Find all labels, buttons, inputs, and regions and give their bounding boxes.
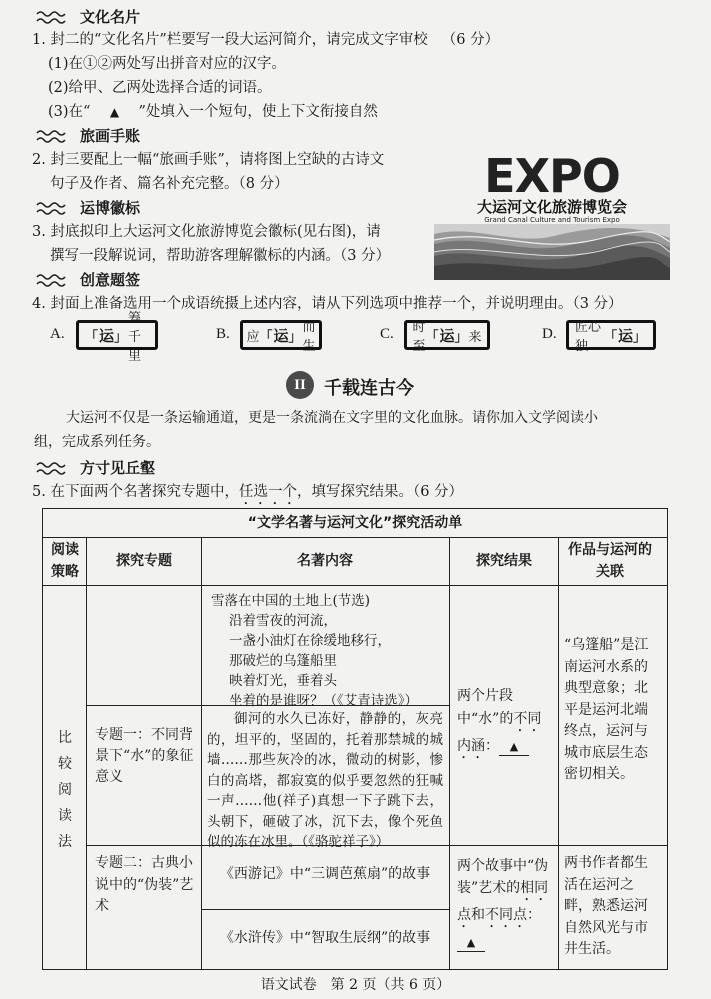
wave-icon <box>36 10 66 24</box>
option-text: 筹千里 <box>128 310 142 364</box>
canal-wave-graphic <box>434 224 670 280</box>
poem-line: 映着灯光，垂着头 <box>229 673 337 689</box>
part-intro-line-1: 大运河不仅是一条运输通道，更是一条流淌在文字里的文化血脉。请你加入文学阅读小 <box>66 410 598 426</box>
option-text: 时至 <box>412 320 426 354</box>
option-c-label: C. <box>380 326 394 342</box>
wave-icon <box>36 129 66 143</box>
option-text: 匠心独 <box>575 320 602 354</box>
part-title: 千载连古今 <box>324 378 414 399</box>
expo-logo-chinese: 大运河文化旅游博览会 <box>476 198 627 216</box>
question-1-sub-3 <box>48 102 378 122</box>
poem-title: 雪落在中国的土地上(节选) <box>211 593 371 609</box>
poem-line: 一盏小油灯在徐缓地移行， <box>229 633 391 649</box>
question-2-line-2: 句子及作者、篇名补充完整。（8 分） <box>50 176 289 192</box>
section-title: 文化名片 <box>80 8 141 26</box>
option-d-label: D. <box>542 326 557 342</box>
answer-blank: ▲ <box>499 739 529 756</box>
q5-post: ，填写探究结果。（6 分） <box>296 484 464 500</box>
option-text: 来 <box>468 329 482 345</box>
question-1-sub-2: (2)给甲、乙两处选择合适的词语。 <box>48 80 272 96</box>
expo-logo-word: EXPO <box>484 152 620 203</box>
wave-icon <box>36 201 66 215</box>
section-header-culture-card <box>36 6 140 27</box>
result-2-text: 两个故事中“伪装”艺术的 <box>457 858 549 896</box>
result-1-emphasis: 不同内涵 <box>457 711 542 754</box>
question-3-line-2: 撰写一段解说词，帮助游客理解徽标的内涵。（3 分） <box>50 248 391 264</box>
poem-excerpt <box>211 591 447 711</box>
option-text: 而生 <box>302 320 316 354</box>
poem-line: 坐着的是谁呀？（《艾青诗选》） <box>229 693 418 709</box>
option-a-label: A. <box>50 326 65 342</box>
strategy-value: 比较阅读法 <box>58 730 72 850</box>
result-2-emphasis: 不同点 <box>485 907 527 923</box>
page-footer: 语文试卷 第 2 页（共 6 页） <box>260 977 451 993</box>
answer-blank: ▲ <box>109 105 120 119</box>
option-b-stamp: 应 「 运 」 而生 <box>240 320 322 350</box>
option-d-stamp: 匠心独 「 运 」 <box>566 320 656 350</box>
result-2-colon: ： <box>527 907 541 923</box>
result-2 <box>457 855 553 953</box>
expo-logo-english: Grand Canal Culture and Tourism Expo <box>484 216 620 224</box>
option-c-stamp: 时至 「 运 」 来 <box>404 320 490 350</box>
q5-pre: 5. 在下面两个名著探究专题中， <box>32 484 239 500</box>
section-header-creative-title <box>36 269 140 290</box>
question-3-line-1: 3. 封底拟印上大运河文化旅游博览会徽标(见右图)，请 <box>32 224 381 240</box>
relation-2: 两书作者都生活在运河之畔，熟悉运河自然风光与市井生活。 <box>564 855 648 957</box>
option-text: 应 <box>246 329 260 345</box>
option-key-char: 运 <box>617 326 633 345</box>
sub3-post: ”处填入一个短句，使上下文衔接自然 <box>138 104 378 120</box>
question-1-score: （6 分） <box>441 32 500 48</box>
result-1-colon: ： <box>485 738 499 754</box>
relation-1: “乌篷船”是江南运河水系的典型意象；北平是运河北端终点，运河与城市底层生态密切相关。 <box>564 637 649 782</box>
poem-line: 沿着雪夜的河流， <box>229 613 337 629</box>
option-key-char: 运 <box>273 326 289 345</box>
option-b-label: B. <box>216 326 230 342</box>
activity-table <box>42 508 668 970</box>
header-content: 名著内容 <box>297 553 353 569</box>
q5-emphasis: 任选一个 <box>238 484 297 500</box>
header-relation: 作品与运河的关联 <box>568 542 652 580</box>
story-2: 《水浒传》中“智取生辰纲”的故事 <box>219 930 431 946</box>
section-title: 方寸见丘壑 <box>80 459 156 477</box>
question-4-stem: 4. 封面上准备选用一个成语统摄上述内容，请从下列选项中推荐一个，并说明理由。（3 分） <box>32 296 623 312</box>
answer-blank: ▲ <box>457 935 485 952</box>
result-1 <box>457 685 553 762</box>
section-title: 创意题签 <box>80 271 141 289</box>
result-1-text: 两个片段中“水”的 <box>457 688 514 727</box>
section-header-fangcun <box>36 457 155 478</box>
part-numeral-badge: II <box>286 371 314 399</box>
topic-1: 专题一：不同背景下“水”的象征意义 <box>95 727 194 785</box>
poem-line: 那破烂的乌篷船里 <box>229 653 337 669</box>
topic-2: 专题二：古典小说中的“伪装”艺术 <box>95 855 194 914</box>
question-1 <box>32 30 499 50</box>
option-key-char: 运 <box>99 326 115 345</box>
question-5 <box>32 482 463 508</box>
wave-icon <box>36 273 66 287</box>
expo-logo <box>434 152 670 280</box>
option-key-char: 运 <box>439 326 455 345</box>
question-2-line-1: 2. 封三要配上一幅“旅画手账”，请将图上空缺的古诗文 <box>32 152 385 168</box>
table-title: “文学名著与运河文化”探究活动单 <box>247 515 463 531</box>
question-1-sub-1: (1)在①②两处写出拼音对应的汉字。 <box>48 56 287 72</box>
question-1-stem: 1. 封二的“文化名片”栏要写一段大运河简介，请完成文字审校 <box>32 32 428 48</box>
header-topic: 探究专题 <box>116 553 172 569</box>
sub3-pre: (3)在“ <box>48 104 91 120</box>
section-header-travel-journal <box>36 125 140 146</box>
prose-excerpt: 御河的水久已冻好，静静的，灰亮的，坦平的，坚固的，托着那禁城的城墙……那些灰冷的冰，微动的树影，惨白的高塔，都寂寞的似乎要忽然的狂喊一声……他(祥子)真想一下子跳下去，头朝下，砸破了冰，沉下去，像个死鱼似的冻在冰里。（《骆驼祥子》） <box>207 711 443 850</box>
option-a-stamp: 「 运 」 筹千里 <box>76 320 158 350</box>
section-title: 运博徽标 <box>80 199 141 217</box>
wave-icon <box>36 461 66 475</box>
section-header-expo-logo <box>36 197 140 218</box>
header-strategy: 阅读策略 <box>51 542 79 580</box>
header-result: 探究结果 <box>476 553 532 569</box>
part-intro-line-2: 组，完成系列任务。 <box>34 434 160 450</box>
story-1: 《西游记》中“三调芭蕉扇”的故事 <box>219 866 431 882</box>
section-title: 旅画手账 <box>80 127 141 145</box>
result-2-text: 和 <box>471 907 485 923</box>
result-2-emphasis: 相同点 <box>457 880 549 923</box>
